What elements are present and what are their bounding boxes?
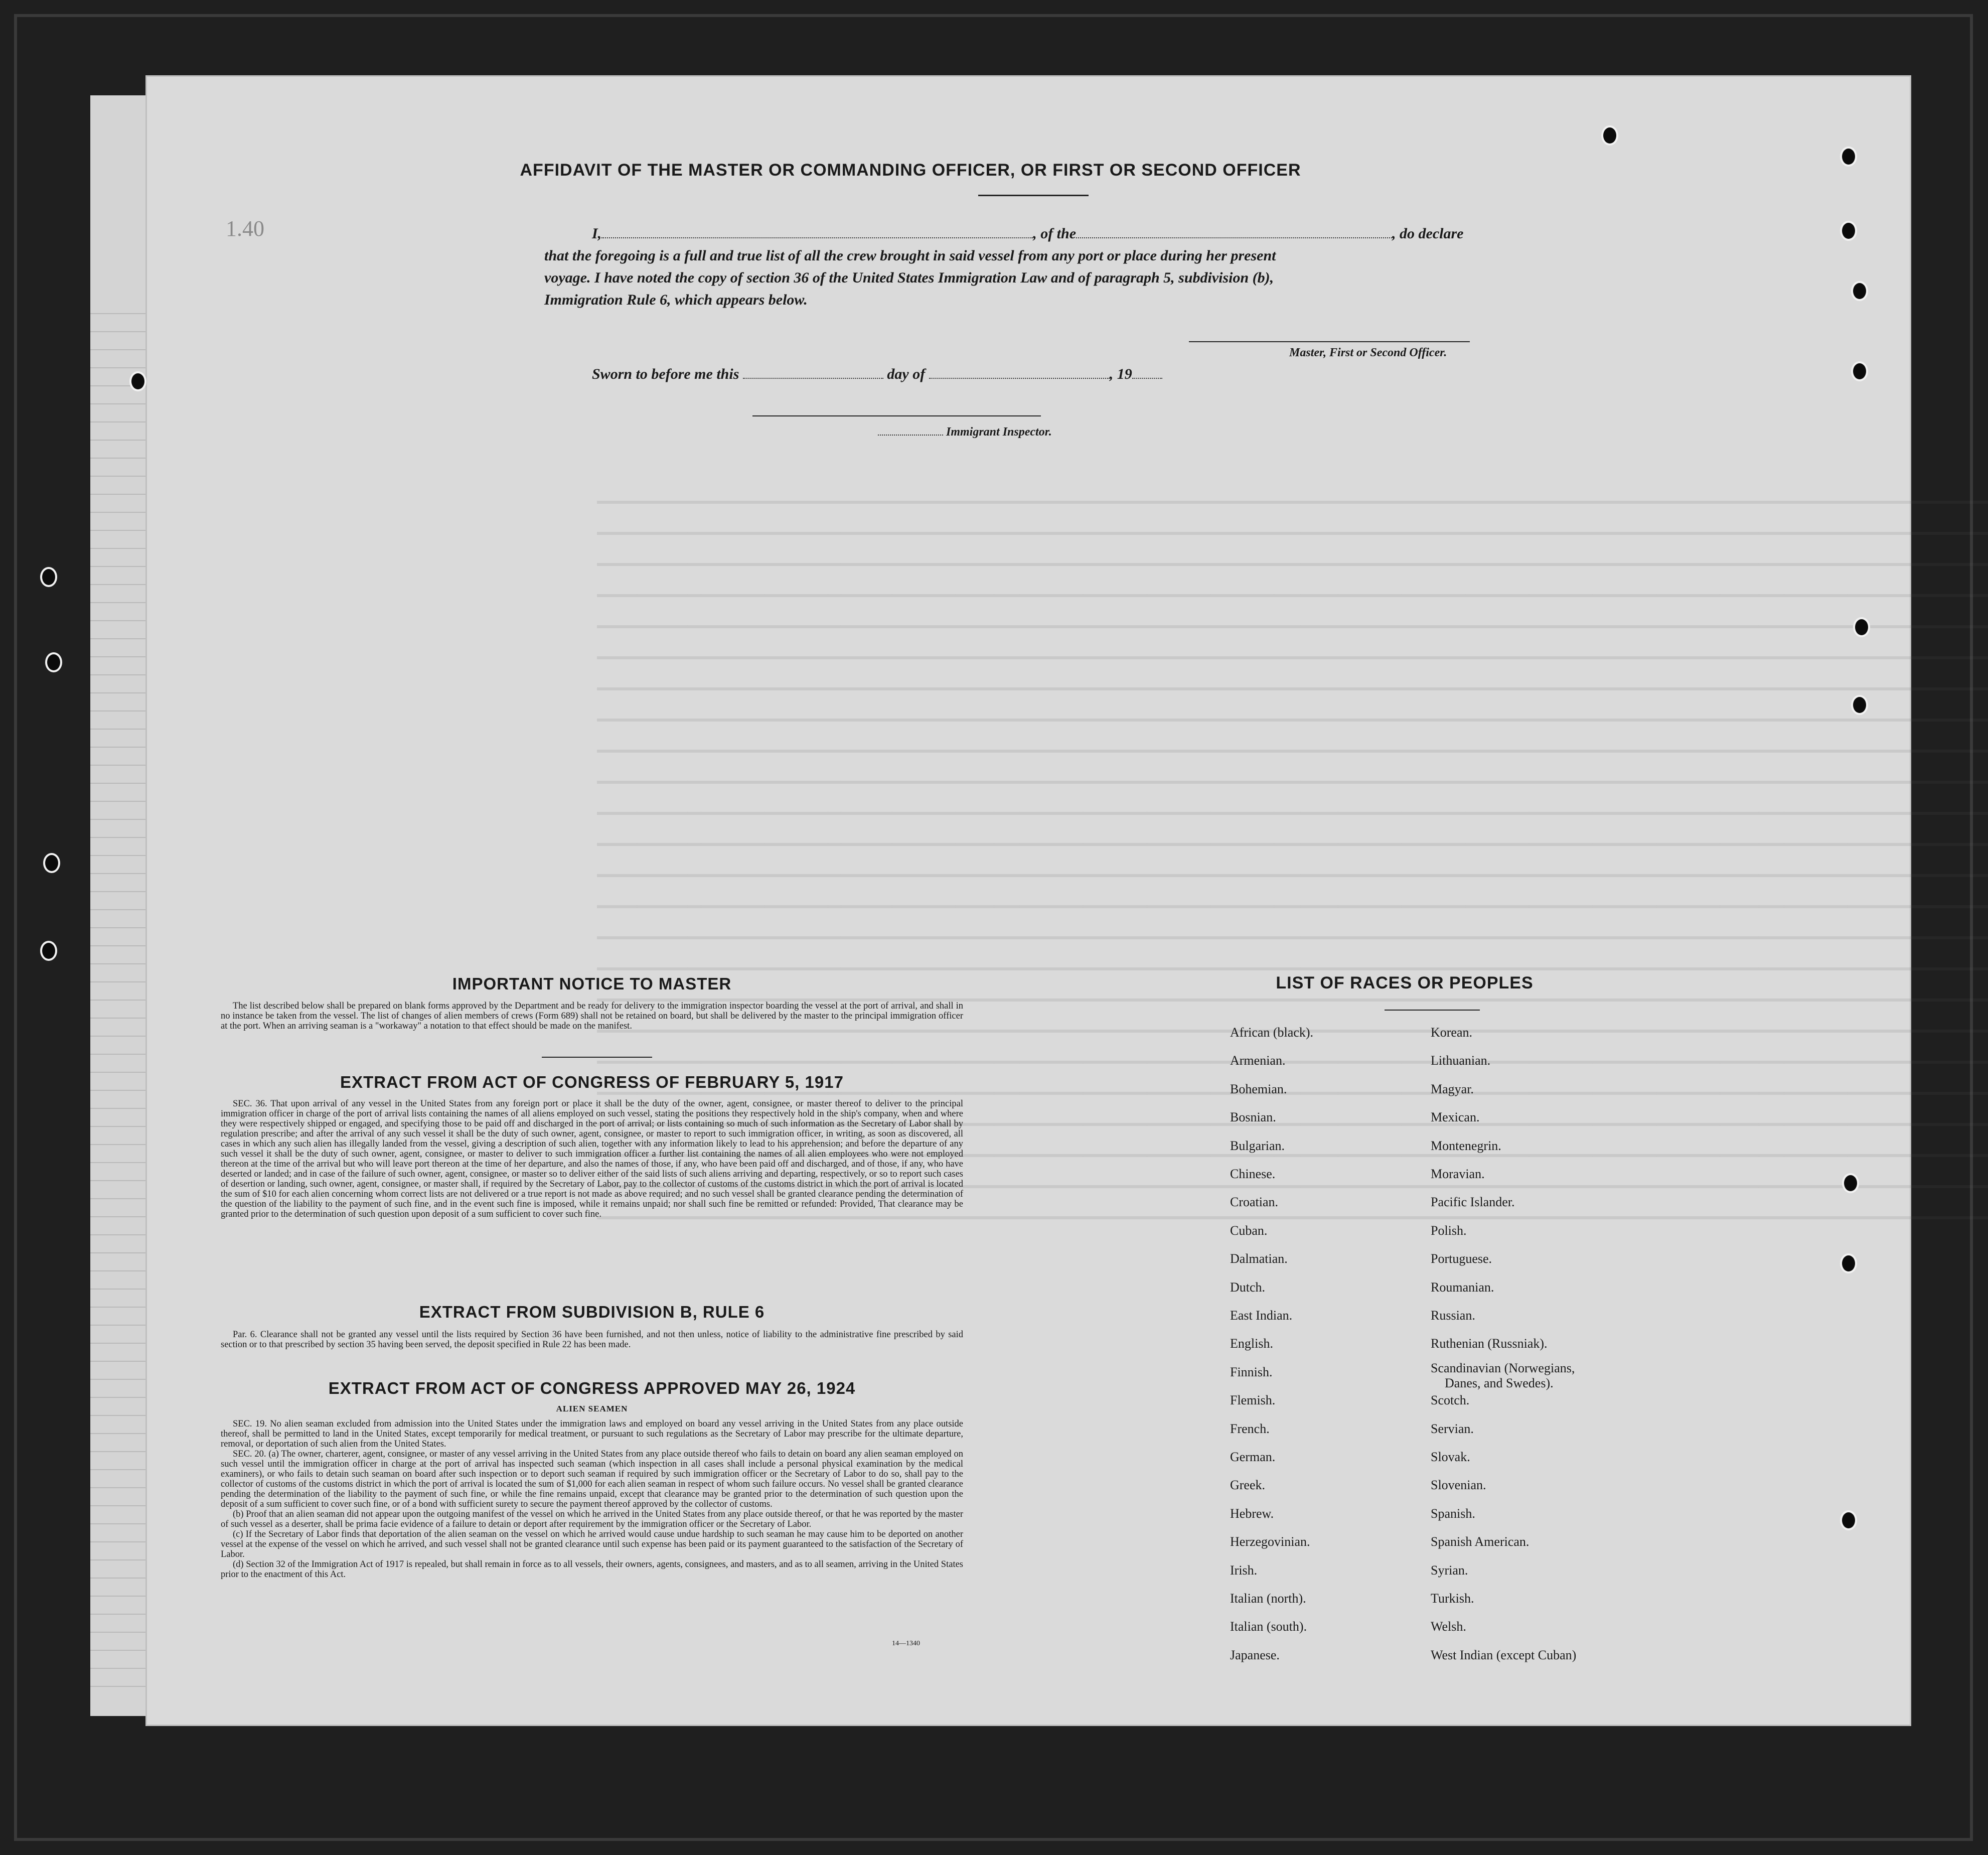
race-item: Cuban.: [1230, 1223, 1268, 1238]
race-item: Syrian.: [1431, 1562, 1468, 1578]
sworn-day-blank[interactable]: [743, 367, 883, 379]
race-item: Magyar.: [1431, 1081, 1474, 1096]
race-item: Chinese.: [1230, 1167, 1276, 1181]
race-item: Spanish.: [1431, 1506, 1475, 1521]
notice-body: The list described below shall be prepared on blank forms approved by the Department and be ready for delivery to the immigration inspector boarding the vessel at the port of arrival, and shall in no instance be taken from the vessel. The list of changes of alien members of crews (Form 689) shall not be retained on board, but shall be delivered by the master to the principal immigration officer at the port. When an arriving seaman is a "workaway" a notation to that effect should be made on the manifest.: [221, 1001, 963, 1031]
race-item: German.: [1230, 1450, 1276, 1464]
race-item: Turkish.: [1431, 1591, 1474, 1606]
race-item: Irish.: [1230, 1562, 1258, 1578]
race-item: Servian.: [1431, 1421, 1474, 1436]
affidavit-line-3: voyage. I have noted the copy of section 36 of the United States Immigration Law and of paragraph 5, subdivision (b),: [544, 269, 1274, 286]
race-item: Spanish American.: [1431, 1534, 1530, 1549]
vessel-blank[interactable]: [1076, 226, 1392, 238]
master-signature-line[interactable]: [1189, 341, 1470, 342]
punch-hole-icon: [1851, 361, 1868, 381]
race-item: Japanese.: [1230, 1647, 1280, 1662]
affidavit-line-2: that the foregoing is a full and true list of all the crew brought in said vessel from any port or place during her present: [544, 247, 1276, 264]
race-item: Hebrew.: [1230, 1506, 1274, 1521]
race-item: Ruthenian (Russniak).: [1431, 1336, 1548, 1351]
form-number: 14—1340: [892, 1640, 920, 1647]
race-item: Bulgarian.: [1230, 1138, 1285, 1153]
punch-hole-icon: [1840, 1253, 1857, 1273]
punch-hole-icon: [43, 853, 60, 873]
race-item: Welsh.: [1431, 1619, 1466, 1634]
extract-rule6-title: EXTRACT FROM SUBDIVISION B, RULE 6: [419, 1303, 765, 1321]
extract-1917-title: EXTRACT FROM ACT OF CONGRESS OF FEBRUARY 5, 1917: [340, 1073, 844, 1091]
master-signature-label: Master, First or Second Officer.: [1289, 346, 1447, 359]
punch-hole-icon: [40, 567, 57, 587]
race-item: Scandinavian (Norwegians,: [1431, 1360, 1575, 1375]
extract-1917-body: SEC. 36. That upon arrival of any vessel in the United States from any foreign port or place it shall be the duty of the owner, agent, consignee, or master thereof to deliver to the principal immigration officer in charge of the port of arrival lists containing the names of all aliens employed on such vessel, stating the positions they respectively hold in the ship's company, when and where they were respectively shipped or engaged, and specifying those to be paid off and discharged in the port of arrival; or lists containing so much of such information as the Secretary of Labor shall by regulation prescribe; and after the arrival of any such vessel it shall be the duty of such owner, agent, consignee, or master to report to such immigration officer, in writing, as soon as discovered, all cases in which any such alien has illegally landed from the vessel, giving a description of such alien, together with any information likely to lead to his apprehension; and before the departure of any such vessel it shall be the duty of such owner, agent, consignee, or master to deliver to such immigration officer a further list containing the names of all alien employees who were not employed thereon at the time of the arrival but who will leave port thereon at the time of her departure, and also the names of those, if any, who have been paid off and discharged, and of those, if any, who have deserted or landed; and in case of the failure of such owner, agent, consignee, or master so to deliver either of the said lists of such aliens arriving and departing, respectively, or so to report such cases of desertion or landing, such owner, agent, consignee, or master shall, if required by the Secretary of Labor, pay to the collector of customs of the customs district in which the port of arrival is located the sum of $10 for each alien concerning whom correct lists are not delivered or a true report is not made as above required; and no such vessel shall be granted clearance pending the determination of the question of the liability to the payment of such fine, and in the event such fine is imposed, while it remains unpaid; nor shall such fine be remitted or refunded: Provided, That clearance may be granted prior to the determination of such question upon deposit of a sum sufficient to cover such fine.: [221, 1099, 963, 1219]
race-item: Herzegovinian.: [1230, 1534, 1310, 1549]
race-item: Montenegrin.: [1431, 1138, 1501, 1153]
races-title: LIST OF RACES OR PEOPLES: [1276, 973, 1534, 992]
punch-hole-icon: [1840, 147, 1857, 167]
race-item: Dalmatian.: [1230, 1251, 1288, 1266]
extract-rule6-body: Par. 6. Clearance shall not be granted any vessel until the lists required by Section 36 have been furnished, and not then unless, notice of liability to the administrative fine prescribed by said section or to that prescribed by section 35 having been served, the deposit specified in Rule 22 has been made.: [221, 1330, 963, 1350]
race-item: Polish.: [1431, 1223, 1467, 1238]
race-item: Bohemian.: [1230, 1081, 1287, 1096]
inspector-signature-line[interactable]: [752, 415, 1041, 416]
race-item: Italian (south).: [1230, 1619, 1307, 1634]
race-item: French.: [1230, 1421, 1270, 1436]
sworn-month-blank[interactable]: [929, 367, 1110, 379]
name-blank[interactable]: [601, 226, 1033, 238]
race-item: Flemish.: [1230, 1393, 1276, 1408]
sworn-year-blank[interactable]: [1132, 367, 1162, 379]
inspector-signature-label: Immigrant Inspector.: [878, 425, 1052, 439]
race-item: Korean.: [1431, 1025, 1473, 1040]
punch-hole-icon: [1851, 695, 1868, 715]
affidavit-line-4: Immigration Rule 6, which appears below.: [544, 292, 808, 308]
race-item: West Indian (except Cuban): [1431, 1647, 1577, 1662]
extract-1924-title: EXTRACT FROM ACT OF CONGRESS APPROVED MAY 26, 1924: [328, 1379, 856, 1397]
folio-number: 1.40: [226, 216, 264, 241]
punch-hole-icon: [45, 652, 62, 672]
race-item: African (black).: [1230, 1025, 1314, 1040]
notice-title: IMPORTANT NOTICE TO MASTER: [452, 974, 732, 993]
race-item: Croatian.: [1230, 1195, 1279, 1210]
punch-hole-icon: [1601, 125, 1618, 146]
race-item: Slovenian.: [1431, 1478, 1486, 1493]
punch-hole-icon: [1851, 281, 1868, 301]
race-item: Slovak.: [1431, 1450, 1470, 1464]
race-item-scandinavian-cont: Danes, and Swedes).: [1445, 1376, 1554, 1390]
race-item: Dutch.: [1230, 1279, 1266, 1295]
title-rule: [978, 195, 1089, 196]
notice-rule: [542, 1057, 652, 1058]
punch-hole-icon: [129, 371, 146, 391]
punch-hole-icon: [1842, 1173, 1859, 1193]
race-item: Bosnian.: [1230, 1110, 1276, 1125]
extract-1924-body: SEC. 19. No alien seaman excluded from admission into the United States under the immigration laws and employed on board any vessel arriving in the United States from any place outside thereof, shall be permitted to land in the United States, except temporarily for medical treatment, or pursuant to such regulations as the Secretary of Labor may prescribe for the ultimate departure, removal, or deportation of such alien from the United States. SEC. 20. (a) The owner, charterer, agent, consignee, or master of any vessel arriving in the United States from any place outside thereof who fails to detain on board any alien seaman employed on such vessel until the immigration officer in charge at the port of arrival has inspected such seaman (which inspection in all cases shall include a personal physical examination by the medical examiners), or who fails to detain such seaman on board after such inspection or to deport such seaman if required by such immigration officer or the Secretary of Labor to do so, shall pay to the collector of customs of the customs district in which the port of arrival is located the sum of $1,000 for each alien seaman in respect of whom such failure occurs. No vessel shall be granted clearance pending the determination of the liability to the payment of such fine, or while the fine remains unpaid, except that clearance may be granted prior to the determination of such question upon the deposit of a sum sufficient to cover such fine, or of a bond with sufficient surety to secure the payment thereof approved by the collector of customs. (b) Proof that an alien seaman did not appear upon the outgoing manifest of the vessel on which he arrived in the United States from any place outside thereof, or that he was reported by the master of such vessel as a deserter, shall be prima facie evidence of a failure to detain or deport after requirement by the immigration officer or the Secretary of Labor. (c) If the Secretary of Labor finds that deportation of the alien seaman on the vessel on which he arrived would cause undue hardship to such seaman he may cause him to be deported on another vessel at the expense of the vessel on which he arrived, and such vessel shall not be granted clearance until such expense has been paid or its payment guaranteed to the satisfaction of the Secretary of Labor. (d) Section 32 of the Immigration Act of 1917 is repealed, but shall remain in force as to all vessels, their owners, agents, consignees, and masters, and as to all seamen, arriving in the United States prior to the enactment of this Act.: [221, 1419, 963, 1580]
race-item: Finnish.: [1230, 1364, 1273, 1379]
race-item: Russian.: [1431, 1308, 1475, 1323]
sworn-line: Sworn to before me this day of , 19: [592, 363, 1244, 385]
race-item: East Indian.: [1230, 1308, 1293, 1323]
extract-1924-subtitle: ALIEN SEAMEN: [556, 1404, 628, 1413]
races-rule: [1385, 1010, 1480, 1011]
race-item: Lithuanian.: [1431, 1053, 1491, 1068]
affidavit-line-1: I, , of the , do declare: [592, 225, 1464, 242]
race-item: Pacific Islander.: [1431, 1195, 1515, 1210]
race-item: Mexican.: [1431, 1110, 1480, 1125]
race-item: Scotch.: [1431, 1393, 1470, 1408]
race-item: Italian (north).: [1230, 1591, 1306, 1606]
race-item: Greek.: [1230, 1478, 1266, 1493]
affidavit-title: AFFIDAVIT OF THE MASTER OR COMMANDING OFFICER, OR FIRST OR SECOND OFFICER: [520, 161, 1301, 180]
race-item: Moravian.: [1431, 1167, 1485, 1181]
race-item: Armenian.: [1230, 1053, 1286, 1068]
race-item: English.: [1230, 1336, 1273, 1351]
punch-hole-icon: [1853, 617, 1870, 637]
punch-hole-icon: [1840, 221, 1857, 241]
punch-hole-icon: [1840, 1510, 1857, 1530]
race-item: Portuguese.: [1431, 1251, 1492, 1266]
race-item: Roumanian.: [1431, 1279, 1494, 1295]
punch-hole-icon: [40, 941, 57, 961]
